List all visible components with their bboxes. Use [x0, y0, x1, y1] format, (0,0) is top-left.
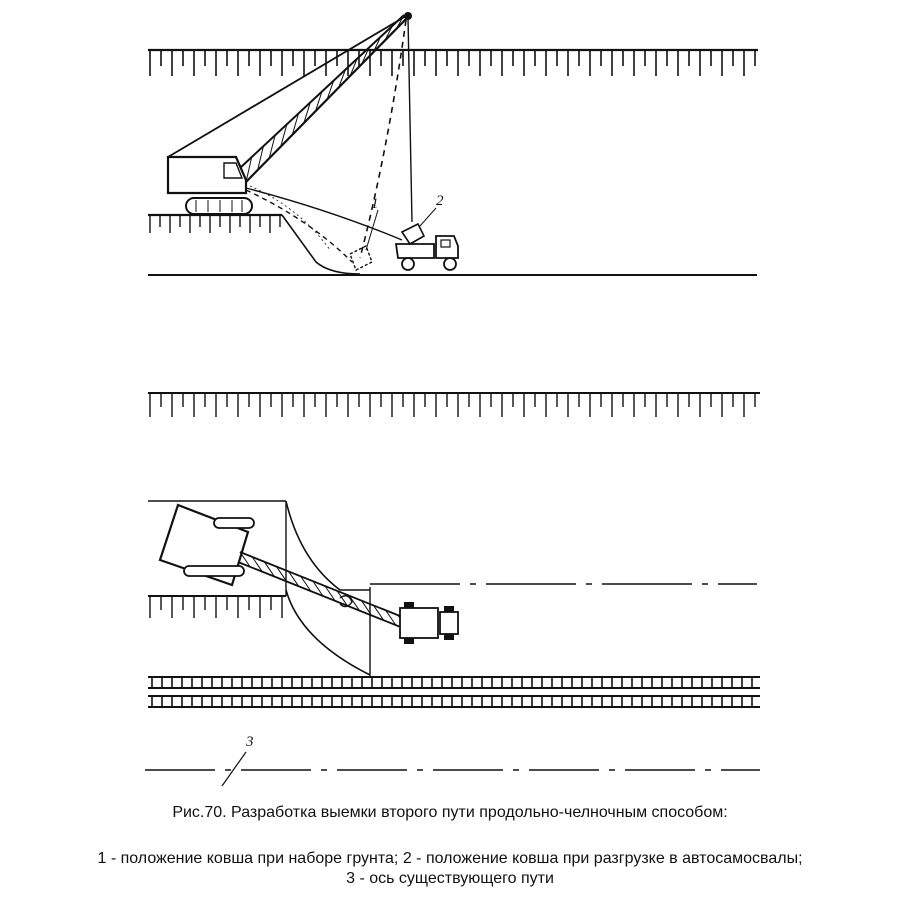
truck-plan-wheel [444, 634, 454, 640]
dump-truck-plan [400, 602, 458, 644]
face-curve [286, 501, 370, 590]
bucket-digging-position [350, 246, 372, 270]
leader-3 [222, 752, 246, 786]
label-2: 2 [436, 193, 444, 209]
bench-ground-hatching [150, 215, 280, 233]
boom-stay-cable [168, 16, 406, 157]
stick-line-dashed [246, 190, 352, 262]
track-sleepers-upper [152, 677, 752, 688]
plan-view [145, 393, 760, 786]
bucket-swing-path [360, 20, 406, 258]
stick-fan [250, 186, 330, 250]
truck-plan-cab [440, 612, 458, 634]
legend-line-1: 1 - положение ковша при наборе грунта; 2 - положение ковша при разгрузке в автосамосвалы; [97, 850, 803, 867]
truck-wheel-front [444, 258, 456, 270]
bucket-unloading-position [402, 224, 424, 244]
cut-slope [282, 215, 360, 274]
dump-truck-side [396, 224, 458, 270]
boom-lattice [246, 15, 404, 182]
plan-bench-hatching [150, 596, 282, 618]
truck-body [396, 244, 434, 258]
crawler-plan-lower [184, 566, 244, 576]
plan-top-hatching [150, 393, 755, 417]
leader-2 [420, 208, 436, 226]
excavator [168, 12, 412, 214]
track-sleepers-lower [152, 696, 752, 707]
figure-caption: Рис.70. Разработка выемки второго пути продольно-челночным способом: [172, 804, 728, 821]
label-3: 3 [246, 734, 254, 750]
elevation-view [148, 12, 758, 275]
legend-line-2: 3 - ось существующего пути [346, 870, 554, 887]
truck-plan-wheel [444, 606, 454, 612]
label-1: 1 [371, 196, 379, 212]
truck-plan-body [400, 608, 438, 638]
hoist-rope [408, 18, 412, 222]
upper-ground-hatching [150, 50, 755, 76]
truck-plan-wheel [404, 602, 414, 608]
existing-track [148, 677, 760, 707]
truck-plan-wheel [404, 638, 414, 644]
boom-plan-lattice [240, 552, 408, 630]
excavator-plan [160, 505, 410, 630]
truck-wheel-rear [402, 258, 414, 270]
crawler-plan-upper [214, 518, 254, 528]
face-curve-lower [286, 590, 370, 675]
